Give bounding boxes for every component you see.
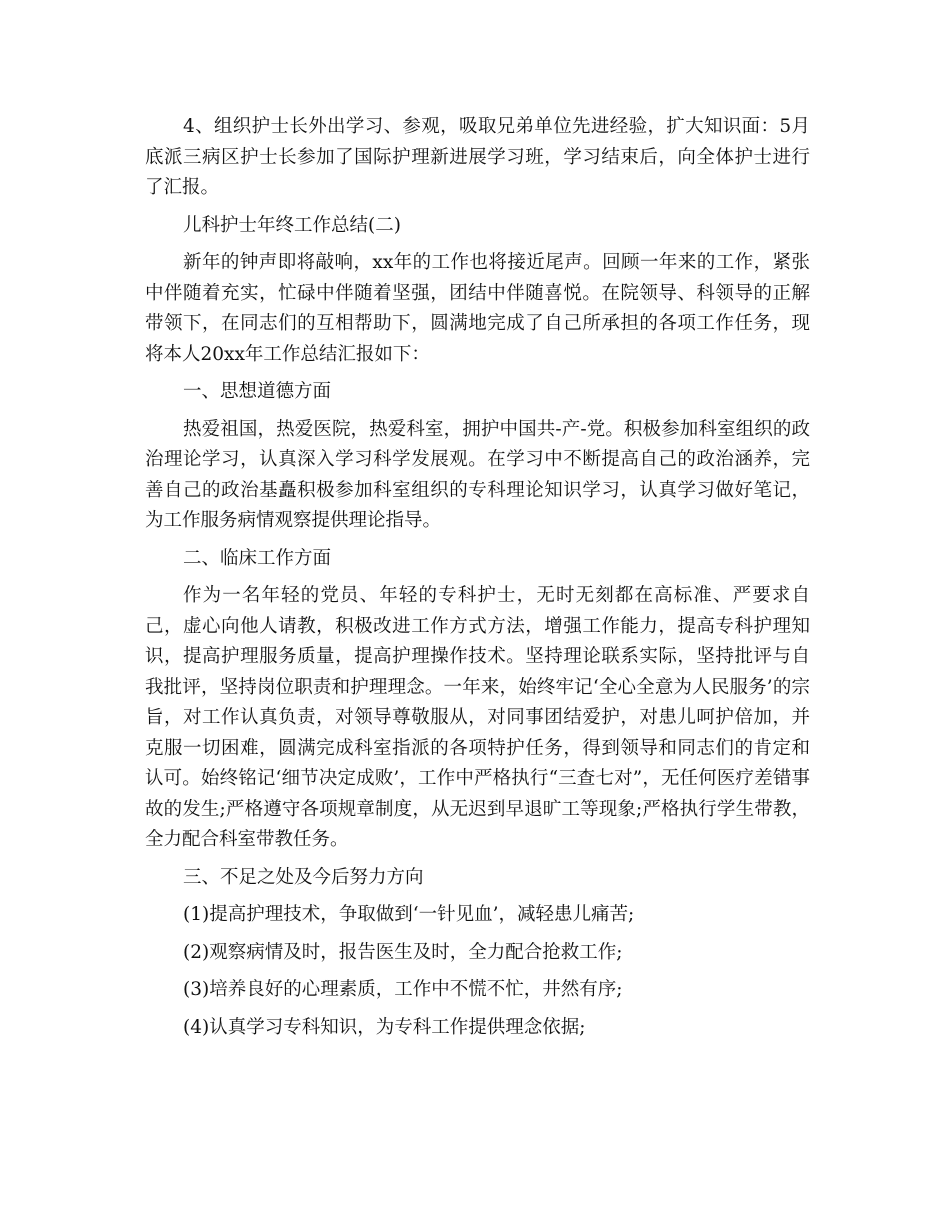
heading-clinical-work: 二、临床工作方面 (183, 547, 332, 569)
paragraph-ideology-morality: 热爱祖国，热爱医院，热爱科室，拥护中国共-产-党。积极参加科室组织的政治理论学习，认真深入学习科学发展观。在学习中不断提高自己的政治涵养，完善自己的政治基矗积极参加科室组织的专科理论知识学习，认真学习做好笔记，为工作服务病情观察提供理论指导。 (145, 418, 810, 531)
paragraph-new-year-intro: 新年的钟声即将敲响，xx年的工作也将接近尾声。回顾一年来的工作，紧张中伴随着充实，忙碌中伴随着坚强，团结中伴随喜悦。在院领导、科领导的正解带领下，在同志们的互相帮助下，圆满地完成了自己所承担的各项工作任务，现将本人20xx年工作总结汇报如下： (145, 252, 810, 365)
heading-ideology-morality: 一、思想道德方面 (183, 381, 332, 402)
heading-shortcomings-direction: 三、不足之处及今后努力方向 (183, 866, 424, 888)
document-page (145, 112, 810, 1050)
list-item-2: (2)观察病情及时，报告医生及时，全力配合抢救工作; (183, 941, 623, 963)
paragraph-training-report: 4、组织护士长外出学习、参观，吸取兄弟单位先进经验，扩大知识面：5月底派三病区护士长参加了国际护理新进展学习班，学习结束后，向全体护士进行了汇报。 (145, 116, 810, 198)
list-item-1: (1)提高护理技术，争取做到‘一针见血’，减轻患儿痛苦; (183, 904, 635, 925)
list-item-4: (4)认真学习专科知识，为专科工作提供理念依据; (183, 1016, 586, 1038)
section-title-summary-two: 儿科护士年终工作总结(二) (183, 214, 401, 236)
list-item-3: (3)培养良好的心理素质，工作中不慌不忙，井然有序; (183, 979, 623, 1000)
paragraph-clinical-work: 作为一名年轻的党员、年轻的专科护士，无时无刻都在高标准、严要求自己，虚心向他人请教，积极改进工作方式方法，增强工作能力，提高专科护理知识，提高护理服务质量，提高护理操作技术。坚持理论联系实际，坚持批评与自我批评，坚持岗位职责和护理理念。一年来，始终牢记‘全心全意为人民服务’的宗旨，对工作认真负责，对领导尊敬服从，对同事团结爱护，对患儿呵护倍加，并克服一切困难，圆满完成科室指派的各项特护任务，得到领导和同志们的肯定和认可。始终铭记‘细节决定成败’，工作中严格执行“三查七对”，无任何医疗差错事故的发生;严格遵守各项规章制度，从无迟到早退旷工等现象;严格执行学生带教，全力配合科室带教任务。 (145, 585, 810, 850)
